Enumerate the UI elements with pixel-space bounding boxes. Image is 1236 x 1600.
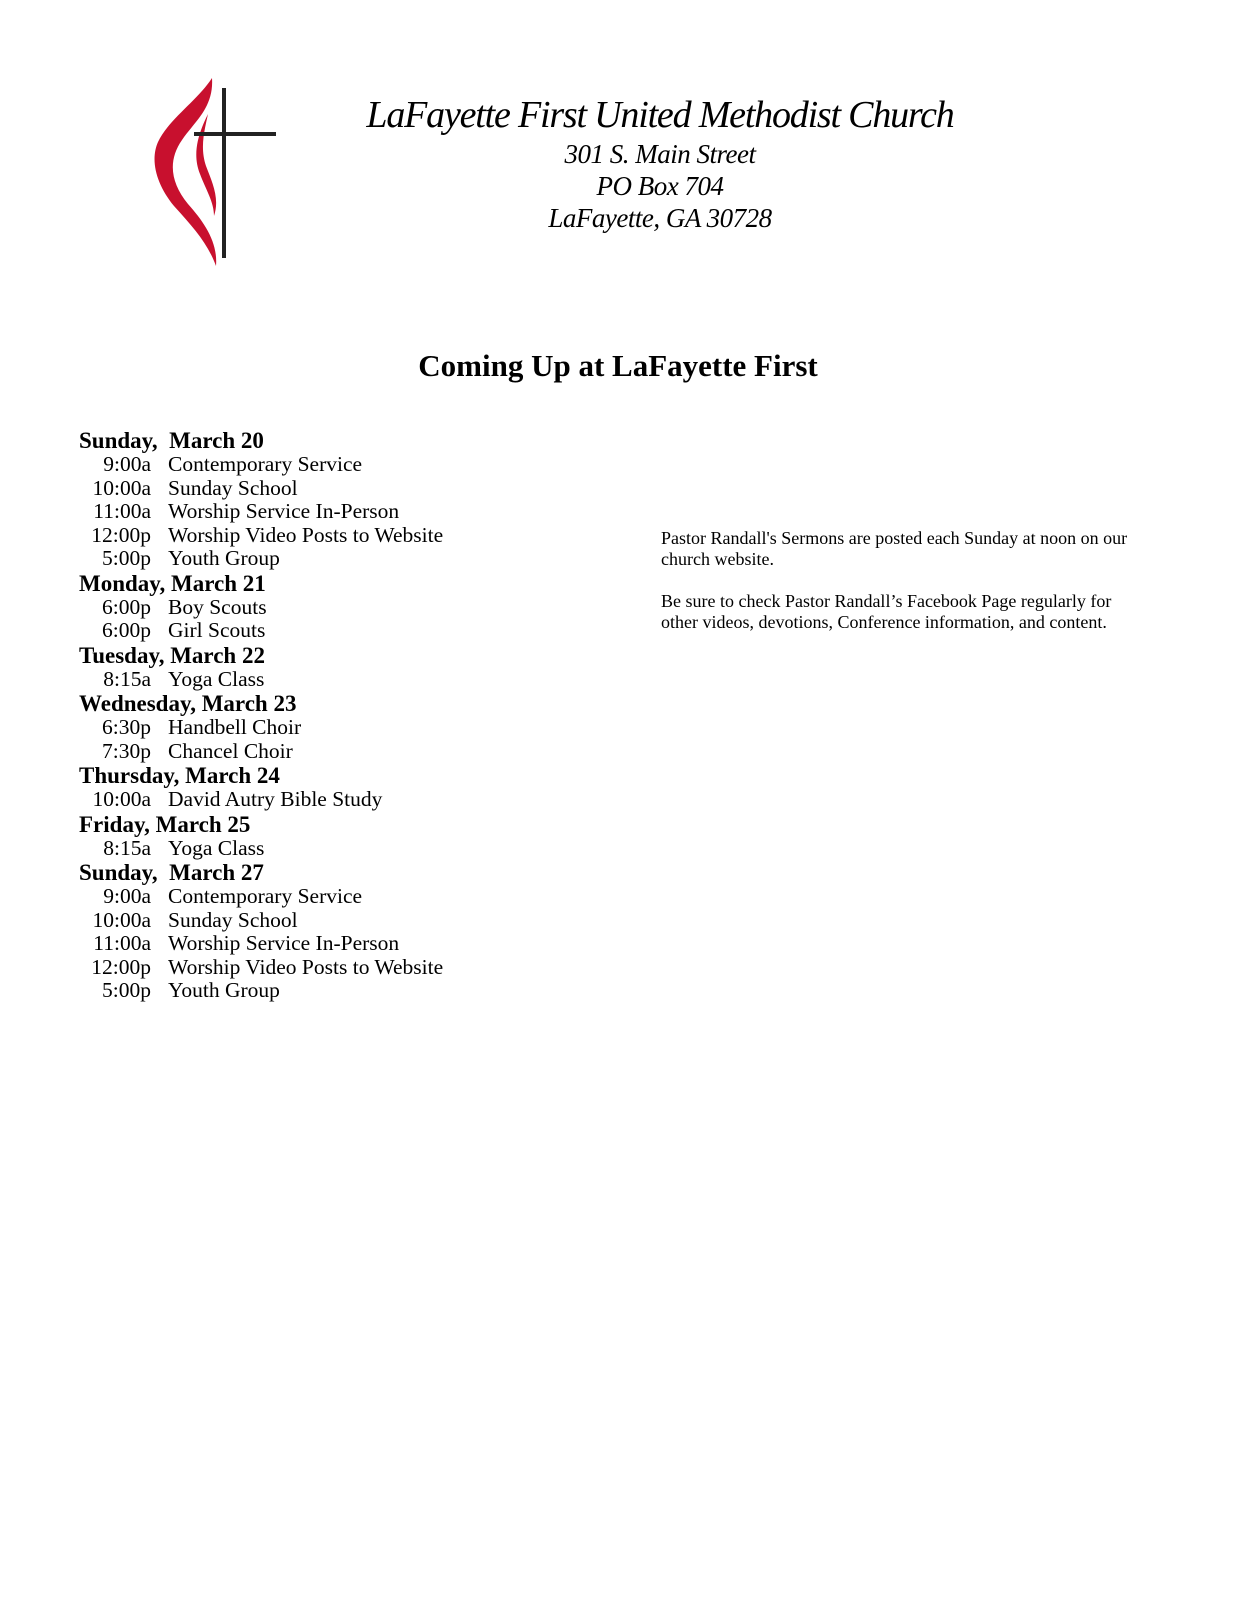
event-time: 10:00a: [92, 475, 151, 500]
church-name: LaFayette First United Methodist Church: [366, 94, 954, 136]
event-time: 11:00a: [93, 931, 151, 955]
day-heading: Tuesday, March 22: [79, 642, 265, 668]
event-row: [79, 979, 599, 1003]
event-schedule: [79, 428, 599, 1003]
day-heading: Thursday, March 24: [79, 763, 280, 788]
event-time: 8:15a: [103, 835, 151, 860]
day-heading: Sunday, March 27: [79, 860, 264, 885]
event-time: 12:00p: [91, 954, 151, 979]
event-name: Girl Scouts: [168, 618, 266, 642]
event-row: [79, 740, 599, 764]
event-time: 10:00a: [92, 907, 151, 932]
event-time: 9:00a: [103, 884, 151, 908]
day-heading: Wednesday, March 23: [79, 691, 297, 716]
event-row: [79, 956, 599, 980]
event-name: Boy Scouts: [168, 594, 267, 619]
letterhead: [300, 92, 1020, 234]
event-time: 9:00a: [103, 452, 151, 476]
event-name: Worship Video Posts to Website: [168, 522, 444, 547]
pastor-notes: [661, 528, 1151, 654]
event-name: Chancel Choir: [168, 738, 293, 763]
event-name: Contemporary Service: [168, 452, 363, 476]
event-time: 12:00p: [91, 522, 151, 547]
day-block: [79, 643, 599, 692]
event-name: Sunday School: [168, 907, 298, 932]
event-name: Handbell Choir: [168, 715, 302, 739]
event-time: 6:30p: [102, 715, 151, 739]
facebook-note: Be sure to check Pastor Randall’s Facebook Page regularly for other videos, devotions, Conference information, and content.: [661, 591, 1112, 632]
event-row: [79, 477, 599, 501]
event-time: 8:15a: [103, 666, 151, 691]
event-row: [79, 909, 599, 933]
event-time: 7:30p: [102, 738, 151, 763]
event-time: 10:00a: [92, 787, 151, 811]
event-name: Sunday School: [168, 475, 298, 500]
event-name: David Autry Bible Study: [168, 787, 383, 811]
event-name: Worship Video Posts to Website: [168, 954, 444, 979]
event-name: Contemporary Service: [168, 884, 363, 908]
event-name: Worship Service In-Person: [168, 931, 400, 955]
day-heading: Monday, March 21: [79, 570, 266, 596]
day-block: [79, 763, 599, 812]
po-box: PO Box 704: [596, 171, 724, 201]
day-heading: Sunday, March 20: [79, 428, 264, 453]
event-row: [79, 885, 599, 909]
event-row: [79, 619, 599, 643]
event-row: [79, 716, 599, 740]
day-heading: Friday, March 25: [79, 811, 251, 837]
day-block: [79, 571, 599, 643]
event-row: [79, 524, 599, 548]
day-block: [79, 428, 599, 571]
event-row: [79, 837, 599, 861]
event-name: Youth Group: [168, 546, 280, 570]
day-block: [79, 691, 599, 763]
event-time: 5:00p: [102, 546, 151, 570]
event-row: [79, 453, 599, 477]
sermon-note: Pastor Randall's Sermons are posted each Sunday at noon on our church website.: [661, 528, 1128, 569]
city-state-zip: LaFayette, GA 30728: [548, 203, 772, 233]
event-time: 5:00p: [102, 978, 151, 1002]
event-row: [79, 500, 599, 524]
event-time: 6:00p: [102, 594, 151, 619]
event-time: 6:00p: [102, 618, 151, 642]
event-name: Youth Group: [168, 978, 280, 1002]
event-name: Yoga Class: [168, 666, 265, 691]
event-row: [79, 596, 599, 620]
event-row: [79, 547, 599, 571]
event-row: [79, 788, 599, 812]
event-name: Worship Service In-Person: [168, 499, 400, 523]
page-title: Coming Up at LaFayette First: [418, 348, 818, 383]
event-time: 11:00a: [93, 499, 151, 523]
day-block: [79, 860, 599, 1003]
event-row: [79, 668, 599, 692]
event-row: [79, 932, 599, 956]
cross-and-flame-icon: [148, 74, 280, 268]
street-address: 301 S. Main Street: [564, 139, 756, 169]
event-name: Yoga Class: [168, 835, 265, 860]
day-block: [79, 812, 599, 861]
